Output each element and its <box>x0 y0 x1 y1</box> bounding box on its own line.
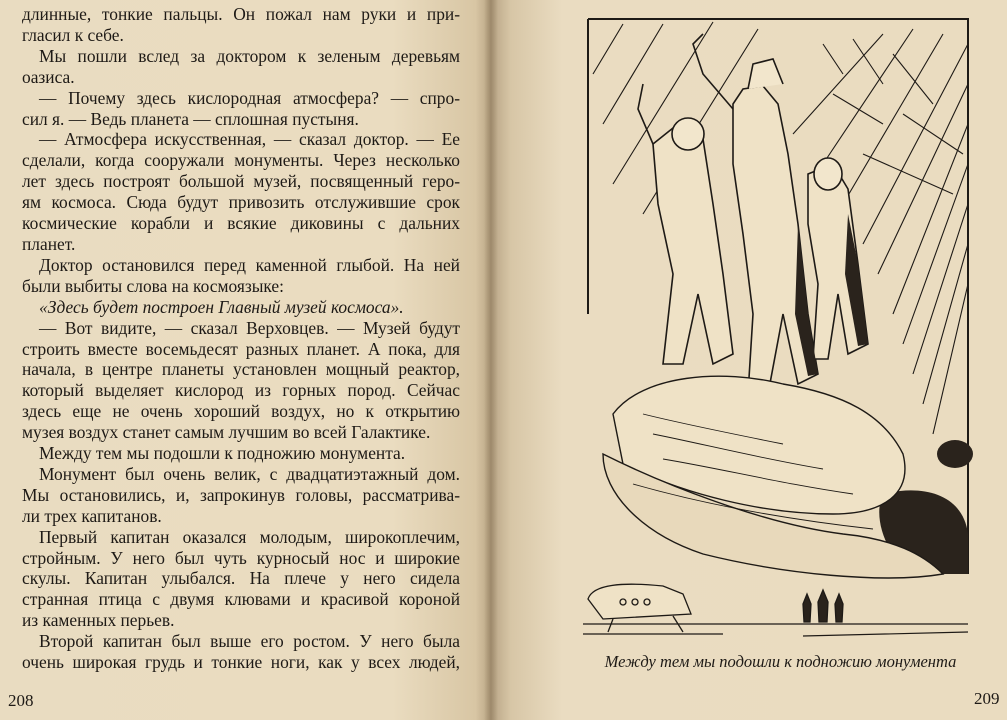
text-line: Монумент был очень велик, с двадцатиэтажный дом. <box>39 463 460 484</box>
text-line: длинные, тонкие пальцы. Он пожал нам руки и при- <box>22 4 460 24</box>
text-line: ям космоса. Сюда будут привозить отслужившие срок <box>22 192 460 213</box>
text-line: оазиса. <box>22 66 75 87</box>
illustration-caption: Между тем мы подошли к подножию монумента <box>604 652 957 671</box>
text-line: Мы остановились, и, запрокинув головы, рассматрива- <box>22 484 460 505</box>
text-line: из каменных перьев. <box>22 610 175 631</box>
text-line: космические корабли и всякие диковины с дальних <box>22 213 460 234</box>
text-line: Мы пошли вслед за доктором к зеленым деревьям <box>39 45 460 66</box>
body-text <box>22 4 460 673</box>
text-line: странная птица с двумя клювами и красивой короной <box>22 589 460 610</box>
page-number-right: 209 <box>974 689 1000 708</box>
text-line: строить вместе восемьдесят разных планет. А пока, для <box>22 338 460 359</box>
text-line: лет здесь построят большой музей, посвященный геро- <box>22 171 460 192</box>
text-line: «Здесь будет построен Главный музей космоса». <box>39 296 404 317</box>
book-gutter <box>484 0 498 720</box>
text-line: очень широкая грудь и тонкие ноги, как у всех людей, <box>22 652 460 673</box>
text-line: Доктор остановился перед каменной глыбой. На ней <box>39 254 460 275</box>
page-number-left: 208 <box>8 691 34 710</box>
text-line: Между тем мы подошли к подножию монумента. <box>39 443 406 464</box>
text-line: Второй капитан был выше его ростом. У него была <box>39 631 460 652</box>
text-line: музея воздух станет самым лучшим во всей Галактике. <box>22 422 431 443</box>
text-line: сделали, когда сооружали монументы. Через несколько <box>22 150 460 171</box>
text-line: — Атмосфера искусственная, — сказал доктор. — Ее <box>39 129 460 150</box>
text-line: скулы. Капитан улыбался. На плече у него сидела <box>22 568 460 589</box>
text-line: гласил к себе. <box>22 24 124 45</box>
text-line: были выбиты слова на космоязыке: <box>22 275 284 296</box>
text-line: — Почему здесь кислородная атмосфера? — спро- <box>39 87 460 108</box>
text-line: сил я. — Ведь планета — сплошная пустыня. <box>22 108 359 129</box>
left-page <box>0 0 490 720</box>
text-line: который выделяет кислород из горных пород. Сейчас <box>22 380 460 401</box>
text-line: ли трех капитанов. <box>22 505 162 526</box>
text-line: начала, в центре планеты установлен мощный реактор, <box>22 359 460 380</box>
monument-illustration <box>583 14 973 644</box>
text-line: планет. <box>22 233 76 254</box>
text-line: здесь еще не очень хороший воздух, но к открытию <box>22 401 460 422</box>
text-line: Первый капитан оказался молодым, широкоплечим, <box>39 526 460 547</box>
text-line: стройным. У него был чуть курносый нос и широкие <box>22 547 460 568</box>
text-line: — Вот видите, — сказал Верховцев. — Музей будут <box>39 317 460 338</box>
